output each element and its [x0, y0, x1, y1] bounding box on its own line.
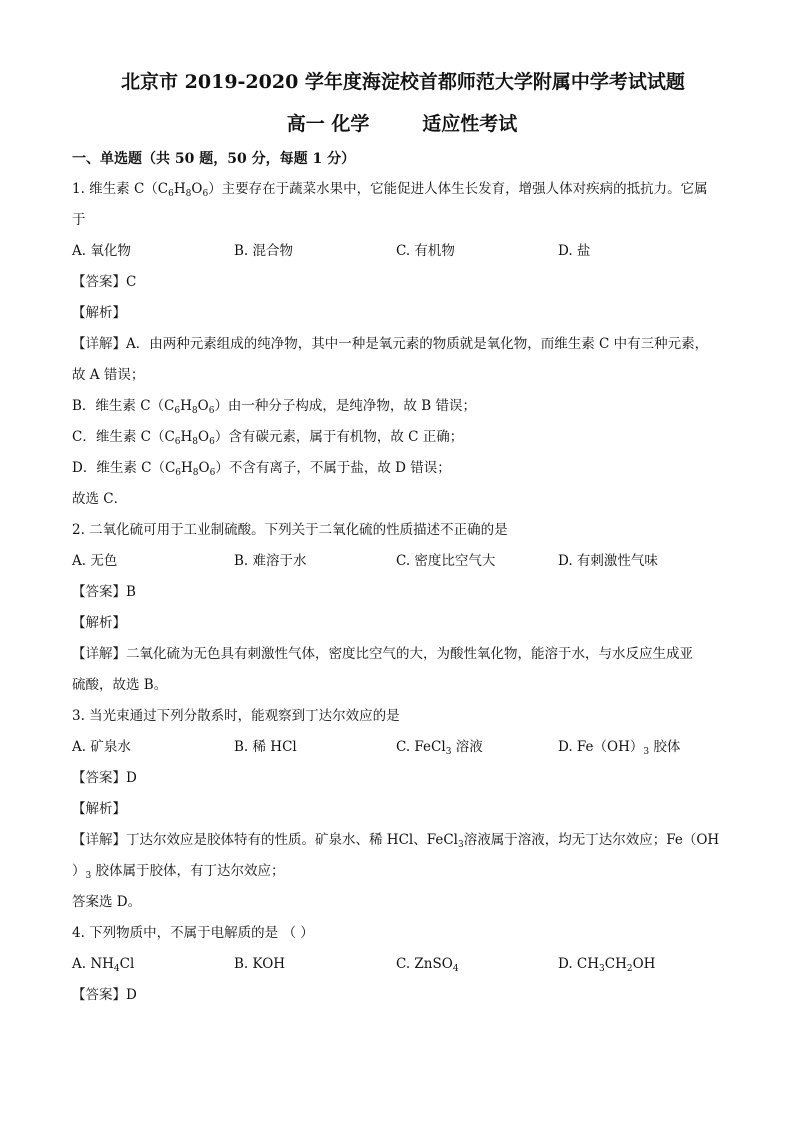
- question-1-stem-cont: 于: [72, 212, 86, 228]
- question-2-detail-2: 硫酸，故选 B。: [72, 677, 168, 693]
- option-c: C. 密度比空气大: [396, 553, 496, 569]
- option-b: B. 难溶于水: [234, 553, 307, 569]
- exam-page: [72, 66, 732, 1011]
- option-d: D. 盐: [558, 243, 591, 259]
- question-3-analysis: 【解析】: [72, 801, 126, 817]
- option-b: B. 稀 HCl: [234, 739, 297, 755]
- question-4-options: [72, 949, 732, 980]
- answer-value: B: [126, 584, 136, 600]
- question-3-conclusion: 答案选 D。: [72, 894, 142, 910]
- option-a: A. 矿泉水: [72, 739, 131, 755]
- answer-tag: 【答案】: [72, 584, 126, 600]
- question-1-detail-2: 故 A 错误；: [72, 367, 145, 383]
- question-1-detail-1: 【详解】A．由两种元素组成的纯净物，其中一种是氧元素的物质就是氧化物，而维生素 C 中有三种元素，: [72, 336, 709, 352]
- question-2-analysis: 【解析】: [72, 615, 126, 631]
- question-2-options: [72, 546, 732, 577]
- question-2-answer: [72, 577, 732, 608]
- question-3-answer: [72, 763, 732, 794]
- option-c: C. 有机物: [396, 243, 455, 259]
- option-c: C. ZnSO$_4$: [396, 956, 459, 974]
- question-1-answer: [72, 267, 732, 298]
- question-2-detail-1: 【详解】二氧化硫为无色具有刺激性气体，密度比空气的大，为酸性氧化物，能溶于水，与水反应生成亚: [72, 646, 693, 662]
- exam-subtitle: 高一 化学 适应性考试: [286, 113, 518, 135]
- question-2-stem: 2. 二氧化硫可用于工业制硫酸。下列关于二氧化硫的性质描述不正确的是: [72, 522, 508, 538]
- answer-tag: 【答案】: [72, 987, 126, 1003]
- answer-value: D: [126, 987, 137, 1003]
- answer-tag: 【答案】: [72, 274, 126, 290]
- answer-tag: 【答案】: [72, 770, 126, 786]
- answer-value: D: [126, 770, 137, 786]
- question-3-detail-1: 【详解】丁达尔效应是胶体特有的性质。矿泉水、稀 HCl、FeCl$_3$溶液属于溶液，均无丁达尔效应；Fe（OH: [72, 832, 720, 850]
- option-a: A. 氧化物: [72, 243, 131, 259]
- question-1-detail-d: D．维生素 $C(C_6H_8O_6)$不含有离子，不属于盐，故 D 错误；: [72, 460, 451, 478]
- option-a: A. $NH_4Cl$: [72, 956, 135, 974]
- option-d: D. 有刺激性气味: [558, 553, 658, 569]
- question-1-options: [72, 236, 732, 267]
- option-d: D. $CH_3CH_2OH$: [558, 956, 656, 974]
- question-3-stem: 3. 当光束通过下列分散系时，能观察到丁达尔效应的是: [72, 708, 400, 724]
- option-d: D. $Fe(OH)_3$ 胶体: [558, 739, 681, 757]
- answer-value: C: [126, 274, 137, 290]
- option-c: C. FeCl$_3$ 溶液: [396, 739, 483, 757]
- question-3-options: [72, 732, 732, 763]
- exam-title: 北京市 2019-2020 学年度海淀校首都师范大学附属中学考试试题: [121, 71, 685, 93]
- question-4-stem: 4. 下列物质中，不属于电解质的是 （ ）: [72, 925, 314, 941]
- option-b: B. 混合物: [234, 243, 294, 259]
- section-heading: 一、单选题（共 50 题，50 分，每题 1 分）: [72, 151, 356, 167]
- question-3-detail-2: ）$_3$ 胶体属于胶体，有丁达尔效应；: [72, 863, 285, 881]
- question-1-detail-c: C．维生素 $C(C_6H_8O_6)$含有碳元素，属于有机物，故 C 正确；: [72, 429, 464, 447]
- question-1-detail-b: B．维生素 $C(C_6H_8O_6)$由一种分子构成，是纯净物，故 B 错误；: [72, 398, 476, 416]
- question-1-analysis: 【解析】: [72, 305, 126, 321]
- option-b: B. KOH: [234, 956, 286, 972]
- question-1-stem: 1. 维生素 $C(C_6H_8O_6)$主要存在于蔬菜水果中，它能促进人体生长发育，增强人体对疾病的抵抗力。它属: [72, 181, 708, 199]
- question-4-answer: [72, 980, 732, 1011]
- question-1-conclusion: 故选 C．: [72, 491, 128, 507]
- option-a: A. 无色: [72, 553, 118, 569]
